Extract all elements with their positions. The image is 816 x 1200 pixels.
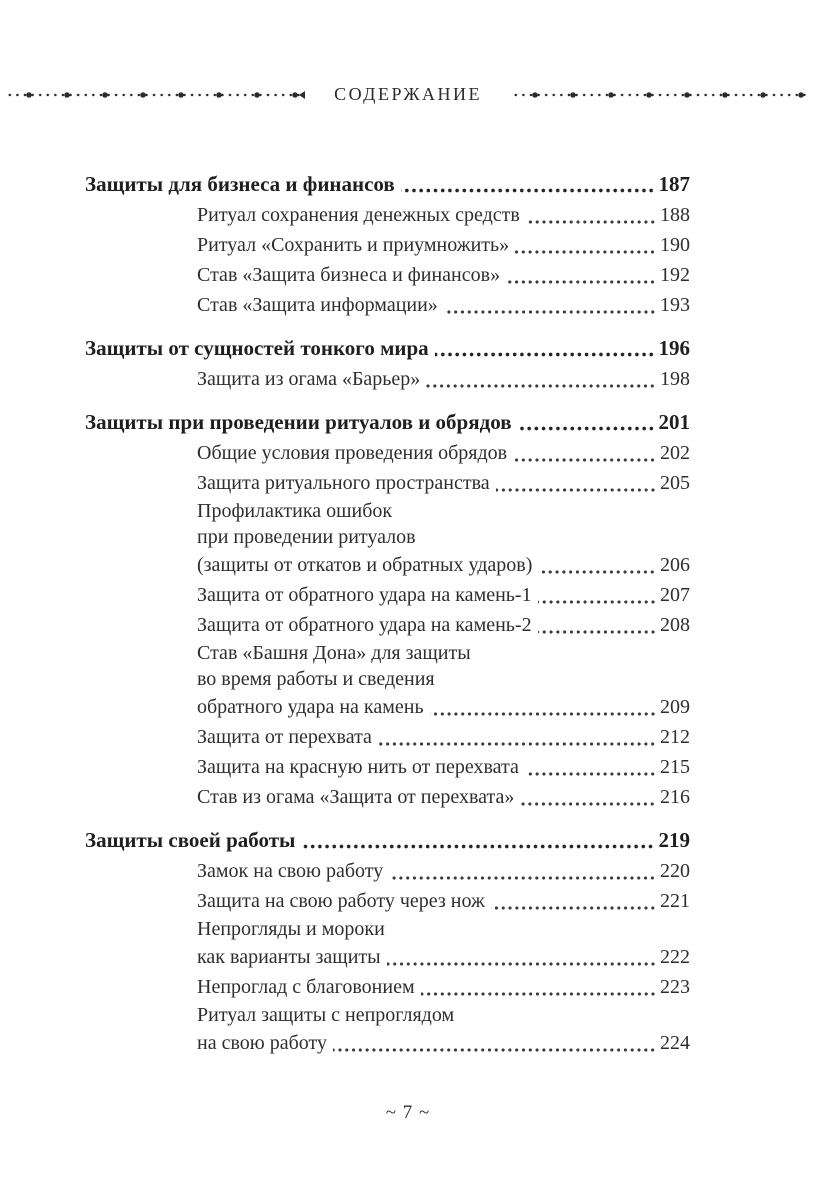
toc-item	[85, 290, 690, 320]
toc-entry-label: Защиты своей работы	[85, 828, 296, 852]
toc-section-title	[85, 407, 690, 438]
toc-item	[85, 972, 690, 1002]
toc-entry-label: Защита от обратного удара на камень-1	[197, 584, 532, 606]
toc-entry-label: Ритуал «Сохранить и приумножить»	[197, 234, 510, 256]
toc-entry-label: Защита от обратного удара на камень-2	[197, 614, 532, 636]
toc-entry-page: 192	[660, 264, 690, 286]
toc-entry-label: Защита на свою работу через нож	[197, 890, 485, 912]
toc-entry-page: 208	[660, 614, 690, 636]
toc-item	[85, 916, 690, 972]
dot-leader	[513, 458, 656, 462]
toc-item	[85, 610, 690, 640]
toc-entry-page: 193	[660, 294, 690, 316]
dot-leader	[506, 280, 656, 284]
toc-entry-page: 216	[660, 786, 690, 808]
toc-entry-label: Защиты от сущностей тонкого мира	[85, 336, 429, 360]
toc-item-line: Профилактика ошибок	[197, 500, 393, 522]
toc-item	[85, 752, 690, 782]
toc-entry-label: Защита от перехвата	[197, 726, 372, 748]
dot-leader	[435, 352, 655, 357]
toc-item-row	[197, 610, 690, 640]
toc-item	[85, 468, 690, 498]
toc	[0, 169, 816, 1058]
toc-item	[85, 856, 690, 886]
toc-item	[85, 580, 690, 610]
toc-item	[85, 200, 690, 230]
toc-item-row	[197, 692, 690, 722]
toc-entry-page: 198	[660, 368, 690, 390]
toc-item	[85, 782, 690, 812]
toc-item-row	[197, 290, 690, 320]
toc-entry-label: на свою работу	[197, 1032, 327, 1054]
toc-entry-label: Защиты для бизнеса и финансов	[85, 172, 395, 196]
toc-item-row	[197, 260, 690, 290]
toc-item-row	[197, 550, 690, 580]
toc-entry-label: обратного удара на камень	[197, 696, 424, 718]
toc-item-row	[197, 200, 690, 230]
toc-item-row	[197, 468, 690, 498]
toc-item-row	[197, 856, 690, 886]
toc-item	[85, 230, 690, 260]
toc-entry-page: 190	[660, 234, 690, 256]
toc-item	[85, 364, 690, 394]
dot-leader	[426, 384, 656, 388]
dot-leader	[401, 188, 655, 193]
dot-leader	[525, 772, 656, 776]
dot-leader	[444, 310, 656, 314]
toc-entry-page: 202	[660, 442, 690, 464]
toc-section-title	[85, 169, 690, 200]
toc-entry-page: 219	[658, 828, 690, 852]
dot-leader	[518, 426, 655, 431]
toc-entry-label: Ритуал сохранения денежных средств	[197, 204, 520, 226]
toc-entry-page: 188	[660, 204, 690, 226]
dot-leader	[526, 220, 656, 224]
toc-entry-page: 212	[660, 726, 690, 748]
toc-item-line: Непрогляды и мороки	[197, 918, 385, 940]
toc-entry-page: 187	[658, 172, 690, 196]
page-number-footer: ~ 7 ~	[385, 1102, 431, 1123]
toc-item-line: при проведении ритуалов	[197, 526, 416, 548]
toc-entry-label: Став «Защита бизнеса и финансов»	[197, 264, 501, 286]
toc-section	[85, 333, 690, 394]
toc-section	[85, 169, 690, 320]
toc-item	[85, 260, 690, 290]
toc-item	[85, 640, 690, 722]
toc-item	[85, 438, 690, 468]
toc-entry-page: 215	[660, 756, 690, 778]
toc-entry-label: Став «Защита информации»	[197, 294, 438, 316]
toc-entry-page: 223	[660, 976, 690, 998]
dot-leader	[378, 742, 656, 746]
dot-leader	[538, 600, 656, 604]
toc-item-line: Ритуал защиты с непроглядом	[197, 1004, 455, 1026]
toc-entry-label: Защита ритуального пространства	[197, 472, 490, 494]
toc-entry-label: Замок на свою работу	[197, 860, 384, 882]
toc-item-line: Став «Башня Дона» для защиты	[197, 642, 471, 664]
dot-leader	[538, 570, 656, 574]
toc-item	[85, 886, 690, 916]
toc-item-row	[197, 886, 690, 916]
dot-leader	[333, 1048, 656, 1052]
toc-entry-label: Непроглад с благовонием	[197, 976, 415, 998]
toc-entry-label: Став из огама «Защита от перехвата»	[197, 786, 515, 808]
dot-leader	[538, 630, 656, 634]
toc-entry-page: 224	[660, 1032, 690, 1054]
toc-entry-page: 206	[660, 554, 690, 576]
toc-item-row	[197, 782, 690, 812]
toc-entry-label: как варианты защиты	[197, 946, 381, 968]
toc-item-row	[197, 722, 690, 752]
toc-item	[85, 722, 690, 752]
toc-item-row	[197, 1028, 690, 1058]
dot-leader	[387, 962, 656, 966]
dot-leader	[421, 992, 656, 996]
toc-item-row	[197, 364, 690, 394]
toc-item-row	[197, 230, 690, 260]
toc-item-row	[197, 752, 690, 782]
toc-section	[85, 825, 690, 1058]
toc-entry-label: Общие условия проведения обрядов	[197, 442, 508, 464]
toc-item-line: во время работы и сведения	[197, 668, 435, 690]
toc-entry-page: 196	[658, 336, 690, 360]
toc-entry-page: 207	[660, 584, 690, 606]
toc-item-row	[197, 438, 690, 468]
dot-leader	[389, 876, 656, 880]
toc-entry-label: Защита на красную нить от перехвата	[197, 756, 519, 778]
toc-entry-page: 220	[660, 860, 690, 882]
toc-entry-label: (защиты от откатов и обратных ударов)	[197, 554, 533, 576]
toc-entry-page: 201	[658, 410, 690, 434]
toc-item-row	[197, 580, 690, 610]
ornament-right	[512, 91, 810, 99]
toc-entry-page: 221	[660, 890, 690, 912]
toc-entry-label: Защиты при проведении ритуалов и обрядов	[85, 410, 512, 434]
toc-item	[85, 498, 690, 580]
toc-entry-page: 222	[660, 946, 690, 968]
toc-entry-label: Защита из огама «Барьер»	[197, 368, 421, 390]
dot-leader	[491, 906, 656, 910]
dot-leader	[496, 488, 656, 492]
dot-leader	[430, 712, 656, 716]
toc-section	[85, 407, 690, 812]
page-title: СОДЕРЖАНИЕ	[334, 84, 482, 104]
toc-item-row	[197, 942, 690, 972]
toc-item	[85, 1002, 690, 1058]
toc-entry-page: 205	[660, 472, 690, 494]
dot-leader	[520, 802, 656, 806]
dot-leader	[515, 250, 656, 254]
toc-entry-page: 209	[660, 696, 690, 718]
toc-section-title	[85, 825, 690, 856]
ornament-left	[6, 91, 304, 99]
dot-leader	[301, 844, 654, 849]
toc-item-row	[197, 972, 690, 1002]
toc-section-title	[85, 333, 690, 364]
toc-header	[0, 84, 816, 105]
